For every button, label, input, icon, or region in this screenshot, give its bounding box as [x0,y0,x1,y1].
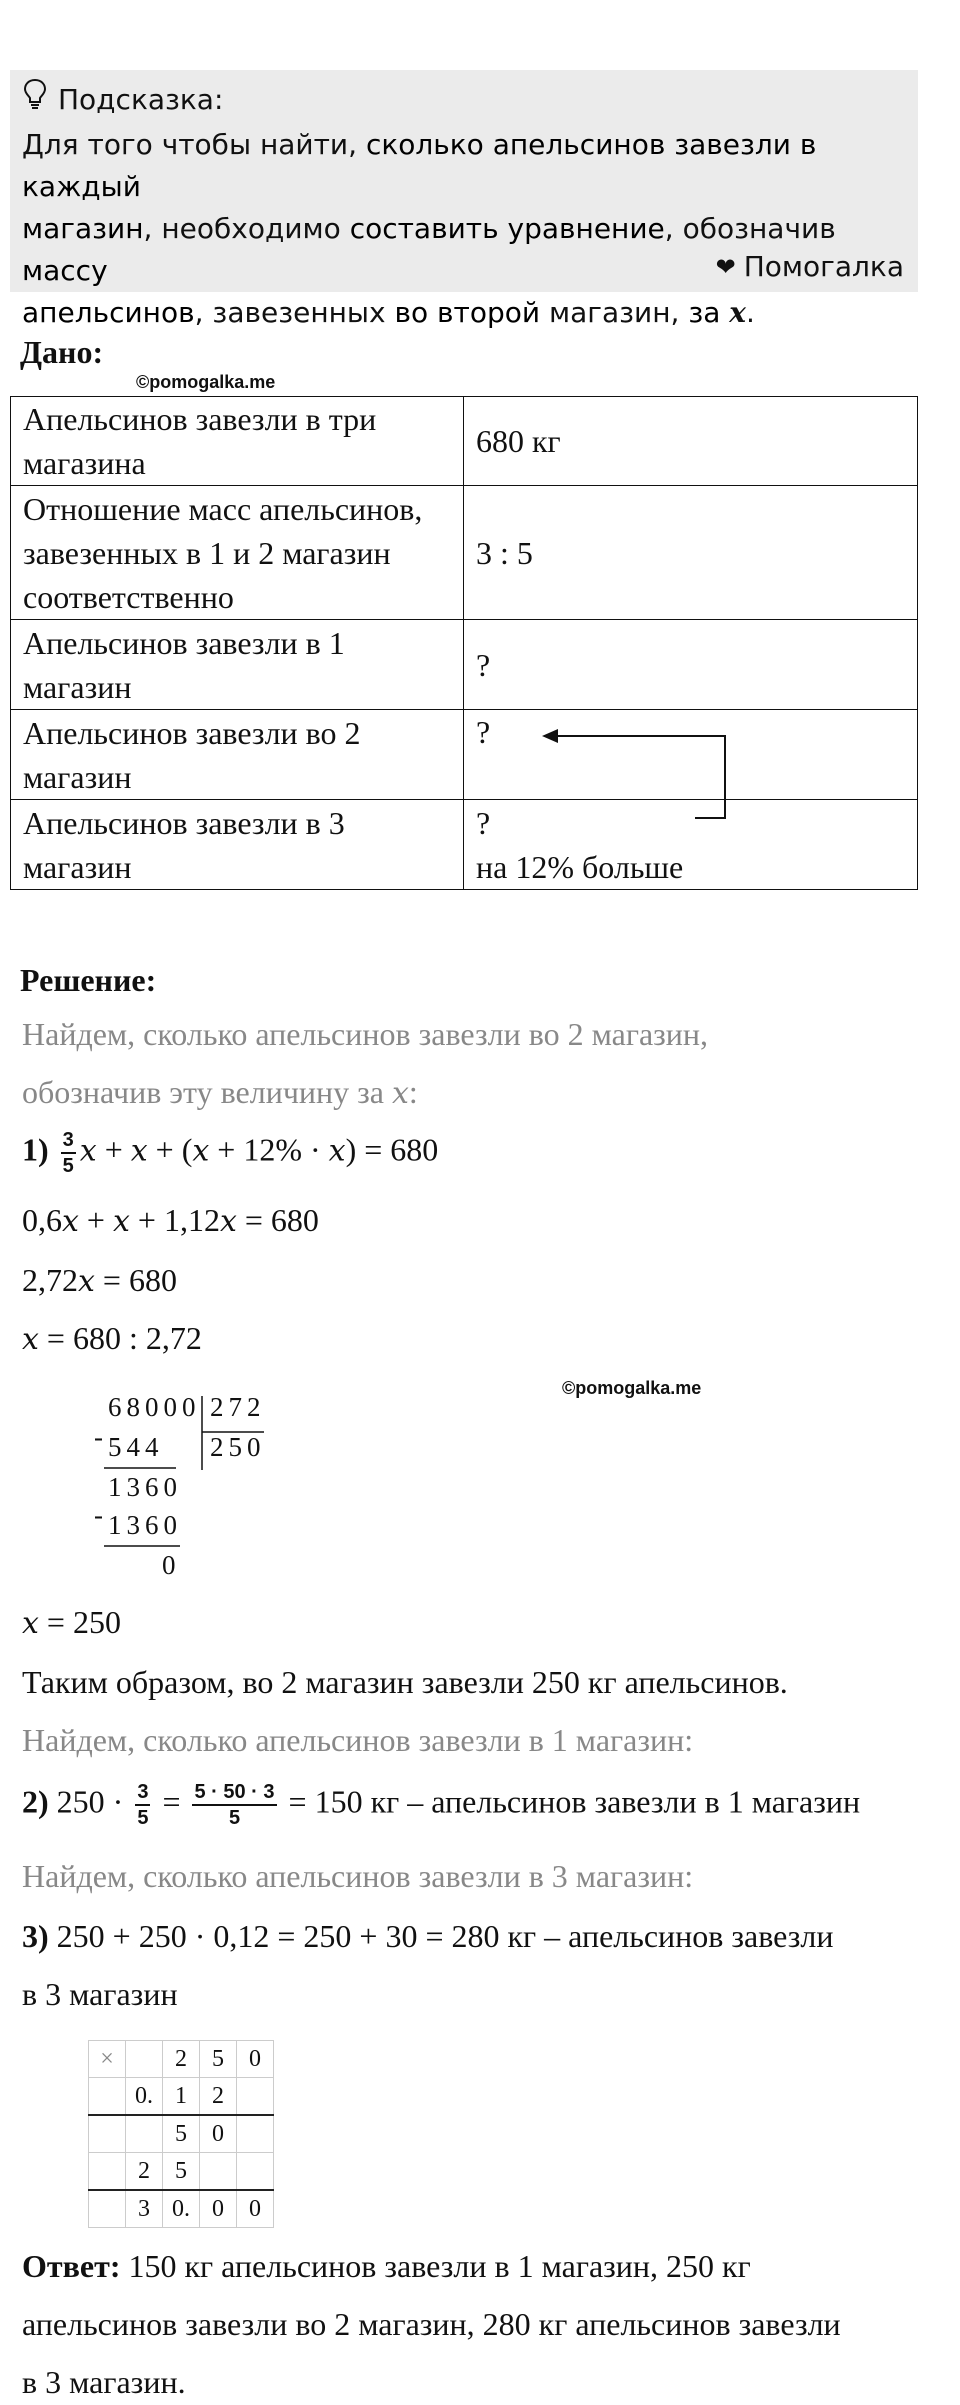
table-row [11,710,918,800]
table-row [11,397,918,486]
dividend: 68000 [108,1392,201,1422]
grid-cell: 1 [163,2078,200,2116]
variable-x: x [22,1606,39,1641]
text: + [78,1202,113,1238]
step-number: 2) [22,1783,49,1820]
cell-text: Апельсинов завезли в 3 [23,804,345,841]
step-3 [22,1918,834,1955]
variable-x: x [78,1264,95,1299]
answer-text: 150 кг апельсинов завезли в 1 магазин, 250 кг [120,2248,751,2284]
cell-text: 680 кг [476,423,561,459]
answer-line: апельсинов завезли во 2 магазин, 280 кг апельсинов завезли [22,2306,841,2342]
grid-row [89,2153,274,2191]
grid-cell: 0 [200,2190,237,2228]
step-2 [22,1780,860,1830]
minus-sign: - [94,1422,103,1452]
text: 250 + 250 · 0,12 = 250 + 30 = 280 кг – апельсинов завезли [48,1918,834,1954]
grid-cell: 0 [237,2041,274,2078]
table-cell [464,620,918,710]
table-cell [464,486,918,620]
grid-cell [126,2115,163,2153]
answer-label: Ответ: [22,2248,121,2284]
quotient: 250 [210,1432,266,1462]
denominator: 5 [62,1155,74,1177]
solution-intro: Найдем, сколько апельсинов завезли в 3 магазин: [22,1858,694,1894]
cell-text: на 12% больше [476,848,684,885]
relation-arrow [540,718,740,828]
division-rule [104,1466,184,1470]
variable-x: x [22,1322,39,1357]
cell-text: Отношение масс апельсинов, [23,490,423,527]
hint-highlight: за [688,296,730,329]
grid-cell: 0 [200,2115,237,2153]
hint-text [22,124,912,334]
answer-line: в 3 магазин. [22,2364,186,2400]
text: = 680 : 2,72 [38,1320,202,1356]
grid-row [89,2041,274,2078]
step-number: 3) [22,1918,49,1954]
text: : [408,1074,418,1110]
equation-line [22,1202,319,1239]
cell-text: ? [476,804,491,841]
grid-cell: 2 [126,2153,163,2191]
cell-text: Апельсинов завезли во 2 [23,714,361,751]
fraction [135,1780,150,1830]
solution-intro: Найдем, сколько апельсинов завезли в 1 магазин: [22,1722,694,1758]
text: 250 · [48,1783,132,1820]
grid-row [89,2115,274,2153]
minus-sign: - [94,1500,103,1530]
variable-x: x [192,1133,210,1169]
grid-cell: 0. [163,2190,200,2228]
grid-cell: 2 [200,2078,237,2116]
signature-text: Помогалка [743,250,904,283]
numerator: 3 [61,1128,76,1154]
table-cell [11,486,464,620]
remainder: 0 [162,1550,181,1580]
hint-signature [716,246,904,288]
variable-x: x [112,1204,130,1239]
denominator: 5 [228,1807,241,1829]
hint-highlight: массу [22,254,108,287]
numerator: 3 [135,1780,150,1806]
multiplication-grid [88,2040,274,2228]
variable-x: x [62,1204,79,1239]
hint-highlight: сколько апельсинов завезли в каждый [22,128,817,203]
remainder: 1360 [108,1472,182,1502]
grid-cell: 0 [237,2190,274,2228]
grid-cell: 3 [126,2190,163,2228]
cell-text: магазин [23,668,132,705]
watermark: ©pomogalka.me [562,1378,702,1398]
text: ) = 680 [345,1131,439,1168]
variable-x: x [729,296,746,329]
hint-highlight: апельсинов [22,296,195,329]
grid-row [89,2078,274,2116]
table-cell [11,620,464,710]
table-cell [11,710,464,800]
fraction [61,1128,76,1178]
text: = [154,1783,189,1820]
hint-text-part: магазин, [540,296,689,329]
grid-cell: 0. [126,2078,163,2116]
table-row [11,486,918,620]
grid-cell [237,2115,274,2153]
cell-text: 3 : 5 [476,534,533,571]
hint-header [24,78,223,122]
text: = 680 [94,1262,177,1298]
given-title: Дано: [20,334,104,370]
hint-text-part: . [746,296,755,329]
hint-text-part: Для того чтобы найти, [22,128,366,161]
grid-cell [200,2153,237,2191]
equation-line [22,1320,202,1357]
divisor: 272 [210,1392,266,1422]
watermark: ©pomogalka.me [136,372,276,392]
grid-row [89,2190,274,2228]
cell-text: магазин [23,758,132,795]
step-1 [22,1128,438,1178]
table-row [11,800,918,890]
equation-line [22,1604,121,1641]
grid-cell: × [89,2041,126,2078]
variable-x: x [392,1076,409,1111]
hint-highlight: магазин [22,212,144,245]
table-cell [464,397,918,486]
grid-cell [126,2041,163,2078]
step-number: 1) [22,1131,49,1168]
text: = 150 кг – апельсинов завезли в 1 магазин [280,1783,861,1820]
answer-line [22,2248,751,2285]
grid-cell [237,2078,274,2116]
hint-box [10,70,918,329]
variable-x: x [219,1204,237,1239]
hint-title: Подсказка: [58,83,224,116]
solution-intro [22,1074,418,1111]
table-row [11,620,918,710]
cell-text: Апельсинов завезли в 1 [23,624,345,661]
hint-text-part: , необходимо [143,212,350,245]
cell-text: завезенных в 1 и 2 магазин [23,534,391,571]
text: + 1,12 [129,1202,220,1238]
grid-cell: 5 [163,2153,200,2191]
step-3-continued: в 3 магазин [22,1976,178,2012]
given-table [10,396,918,890]
variable-x: x [328,1133,346,1169]
grid-cell [237,2153,274,2191]
conclusion: Таким образом, во 2 магазин завезли 250 кг апельсинов. [22,1664,788,1700]
grid-cell [89,2190,126,2228]
text: обозначив эту величину за [22,1074,392,1110]
cell-text: Апельсинов завезли в три [23,401,377,437]
division-rule [104,1544,184,1548]
grid-cell: 5 [163,2115,200,2153]
heart-icon: ❤ [715,253,736,281]
text: = 680 [236,1202,319,1238]
cell-text: магазин [23,848,132,885]
cell-text: магазина [23,445,146,481]
numerator: 5 · 50 · 3 [192,1780,276,1806]
cell-text: соответственно [23,578,234,615]
text: = 250 [38,1604,121,1640]
equation-line [22,1262,177,1299]
table-cell [11,397,464,486]
text: + 12% · [209,1131,329,1168]
cell-text: ? [476,714,491,750]
text: 2,72 [22,1262,78,1298]
table-cell [11,800,464,890]
lightbulb-icon [24,78,58,122]
text: + [96,1131,131,1168]
solution-intro: Найдем, сколько апельсинов завезли во 2 магазин, [22,1016,709,1052]
variable-x: x [130,1133,148,1169]
grid-cell: 5 [200,2041,237,2078]
fraction [192,1780,276,1830]
cell-text: ? [476,646,491,683]
hint-highlight: составить уравнение [349,212,665,245]
variable-x: x [79,1133,97,1169]
denominator: 5 [137,1807,149,1829]
grid-cell [89,2115,126,2153]
grid-cell [89,2153,126,2191]
subtrahend: 544 [108,1432,164,1462]
hint-highlight: во второй [394,296,541,329]
solution-title: Решение: [20,962,157,998]
grid-cell [89,2078,126,2116]
text: 0,6 [22,1202,62,1238]
hint-text-part: , обозначив [664,212,836,245]
hint-text-part: , завезенных [194,296,395,329]
text: + ( [147,1131,193,1168]
subtrahend: 1360 [108,1510,182,1540]
grid-cell: 2 [163,2041,200,2078]
